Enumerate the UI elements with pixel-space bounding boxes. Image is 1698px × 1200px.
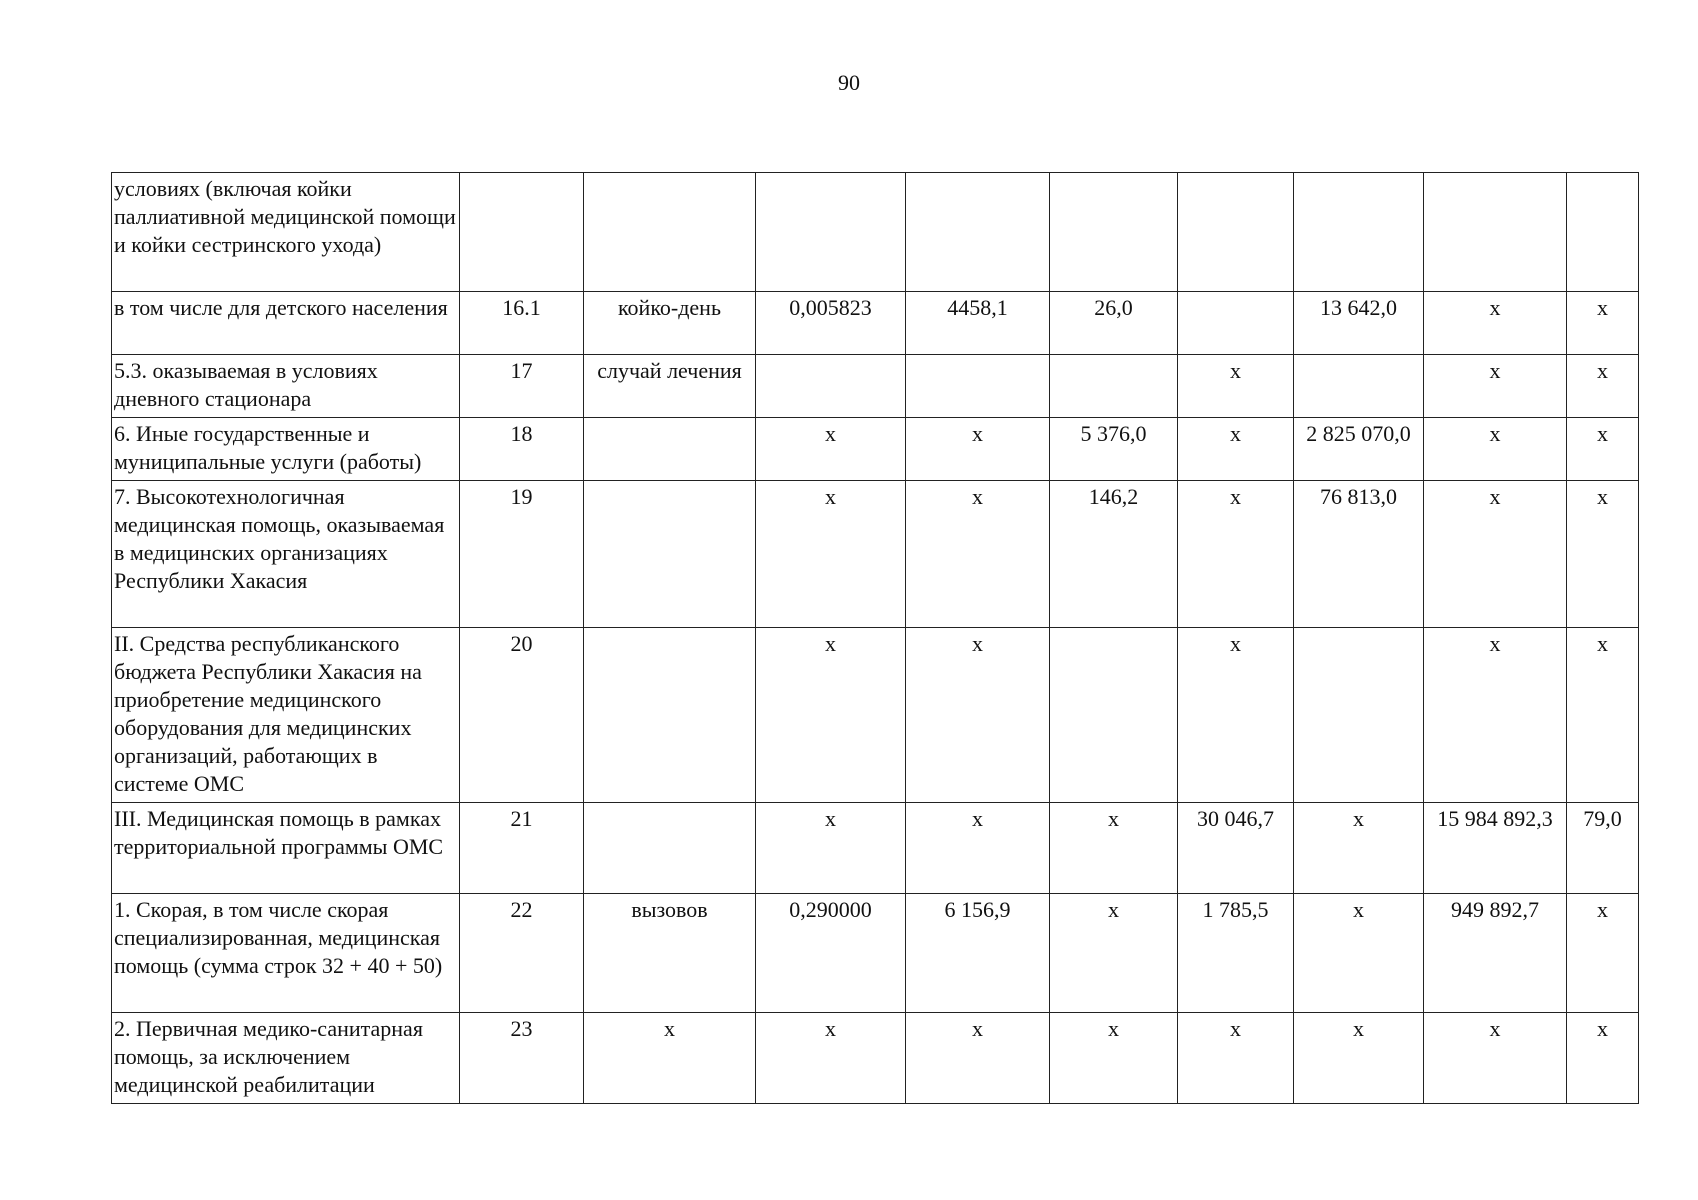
value-cell: 0,005823 <box>756 292 906 355</box>
value-cell <box>906 355 1050 418</box>
value-cell: х <box>906 481 1050 628</box>
value-cell: 0,290000 <box>756 894 906 1013</box>
value-cell: 30 046,7 <box>1178 803 1294 894</box>
value-cell: х <box>1567 292 1639 355</box>
value-cell: х <box>906 418 1050 481</box>
value-cell: 13 642,0 <box>1294 292 1424 355</box>
value-cell: х <box>1178 1013 1294 1104</box>
row-number: 16.1 <box>460 292 584 355</box>
table-row <box>112 894 1639 1013</box>
table-row <box>112 481 1639 628</box>
row-label: III. Медицинская помощь в рамках территориальной программы ОМС <box>112 803 460 894</box>
row-number: 17 <box>460 355 584 418</box>
table-row <box>112 803 1639 894</box>
unit-cell: вызовов <box>584 894 756 1013</box>
value-cell: 949 892,7 <box>1424 894 1567 1013</box>
value-cell: х <box>756 803 906 894</box>
value-cell: 15 984 892,3 <box>1424 803 1567 894</box>
value-cell <box>1050 628 1178 803</box>
value-cell: х <box>756 418 906 481</box>
row-label: 1. Скорая, в том числе скорая специализированная, медицинская помощь (сумма строк 32 + 40 + 50) <box>112 894 460 1013</box>
value-cell: х <box>906 1013 1050 1104</box>
value-cell: х <box>1567 418 1639 481</box>
unit-cell <box>584 803 756 894</box>
value-cell <box>1294 355 1424 418</box>
unit-cell <box>584 418 756 481</box>
unit-cell <box>584 481 756 628</box>
row-label: 2. Первичная медико-санитарная помощь, за исключением медицинской реабилитации <box>112 1013 460 1104</box>
value-cell: х <box>1424 418 1567 481</box>
value-cell <box>1567 173 1639 292</box>
value-cell: 79,0 <box>1567 803 1639 894</box>
value-cell: 76 813,0 <box>1294 481 1424 628</box>
value-cell: х <box>756 481 906 628</box>
value-cell: х <box>1424 628 1567 803</box>
value-cell <box>1294 173 1424 292</box>
value-cell: х <box>1178 481 1294 628</box>
value-cell: 2 825 070,0 <box>1294 418 1424 481</box>
value-cell <box>1050 173 1178 292</box>
value-cell <box>1178 292 1294 355</box>
table-row <box>112 292 1639 355</box>
value-cell <box>1424 173 1567 292</box>
value-cell: х <box>1424 355 1567 418</box>
value-cell <box>906 173 1050 292</box>
value-cell: х <box>1567 355 1639 418</box>
value-cell: х <box>906 803 1050 894</box>
row-label: 5.3. оказываемая в условиях дневного стационара <box>112 355 460 418</box>
unit-cell: х <box>584 1013 756 1104</box>
value-cell: 1 785,5 <box>1178 894 1294 1013</box>
value-cell: х <box>1050 894 1178 1013</box>
unit-cell <box>584 173 756 292</box>
value-cell: х <box>1178 628 1294 803</box>
value-cell: х <box>1050 1013 1178 1104</box>
value-cell <box>1050 355 1178 418</box>
table-row <box>112 1013 1639 1104</box>
row-label: II. Средства республиканского бюджета Республики Хакасия на приобретение медицинского оборудования для медицинских организаций, работающих в системе ОМС <box>112 628 460 803</box>
value-cell: х <box>1424 1013 1567 1104</box>
value-cell: х <box>1567 481 1639 628</box>
value-cell: 4458,1 <box>906 292 1050 355</box>
value-cell: 6 156,9 <box>906 894 1050 1013</box>
row-label: 7. Высокотехнологичная медицинская помощь, оказываемая в медицинских организациях Республики Хакасия <box>112 481 460 628</box>
value-cell: х <box>1567 1013 1639 1104</box>
unit-cell: случай лечения <box>584 355 756 418</box>
value-cell: х <box>1424 481 1567 628</box>
row-label: в том числе для детского населения <box>112 292 460 355</box>
unit-cell <box>584 628 756 803</box>
value-cell: 5 376,0 <box>1050 418 1178 481</box>
value-cell: х <box>1294 803 1424 894</box>
row-number: 21 <box>460 803 584 894</box>
value-cell <box>1294 628 1424 803</box>
value-cell <box>756 173 906 292</box>
table-row <box>112 355 1639 418</box>
value-cell: 146,2 <box>1050 481 1178 628</box>
value-cell: х <box>1567 894 1639 1013</box>
data-table <box>111 172 1639 1104</box>
row-label: условиях (включая койки паллиативной медицинской помощи и койки сестринского ухода) <box>112 173 460 292</box>
row-number <box>460 173 584 292</box>
value-cell: х <box>756 628 906 803</box>
value-cell: х <box>1050 803 1178 894</box>
row-number: 20 <box>460 628 584 803</box>
table-row <box>112 628 1639 803</box>
value-cell: х <box>1567 628 1639 803</box>
value-cell <box>1178 173 1294 292</box>
value-cell: х <box>1294 1013 1424 1104</box>
table-row <box>112 418 1639 481</box>
value-cell: х <box>1294 894 1424 1013</box>
table-row <box>112 173 1639 292</box>
page-number: 90 <box>838 70 860 95</box>
value-cell: х <box>1178 355 1294 418</box>
row-label: 6. Иные государственные и муниципальные услуги (работы) <box>112 418 460 481</box>
row-number: 18 <box>460 418 584 481</box>
value-cell: х <box>1424 292 1567 355</box>
value-cell: 26,0 <box>1050 292 1178 355</box>
value-cell: х <box>1178 418 1294 481</box>
unit-cell: койко-день <box>584 292 756 355</box>
row-number: 23 <box>460 1013 584 1104</box>
row-number: 22 <box>460 894 584 1013</box>
value-cell <box>756 355 906 418</box>
row-number: 19 <box>460 481 584 628</box>
value-cell: х <box>906 628 1050 803</box>
value-cell: х <box>756 1013 906 1104</box>
